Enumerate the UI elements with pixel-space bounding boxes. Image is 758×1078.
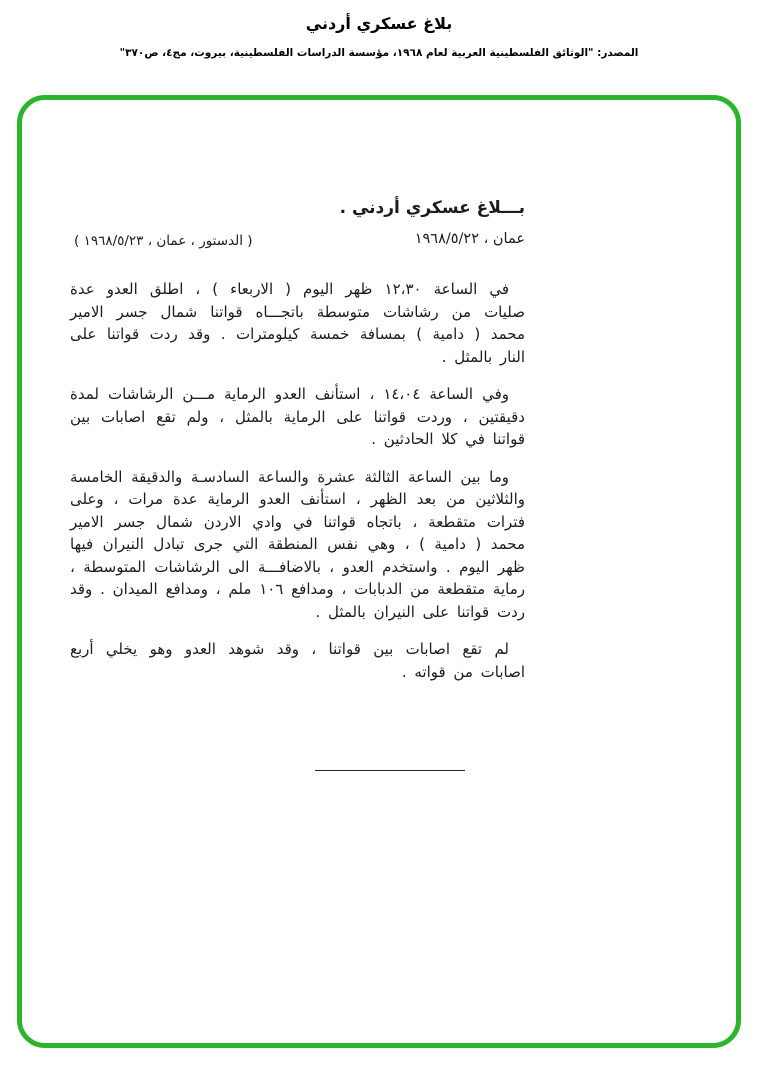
paragraph: لم تقع اصابات بين قواتنا ، وقد شوهد العدو وهو يخلي أربع اصابات من قواته . — [70, 640, 525, 681]
source-citation: المصدر: "الوثائق الفلسطينية العربية لعام ١٩٦٨، مؤسسة الدراسات الفلسطينية، بيروت، مج٤، ص٣٧٠" — [119, 47, 639, 59]
page-title: بلاغ عسكري أردني — [305, 14, 453, 33]
document-title-block — [340, 198, 525, 247]
document-dateline: عمان ، ١٩٦٨/٥/٢٢ — [414, 231, 525, 247]
paragraph: في الساعة ١٢،٣٠ ظهر اليوم ( الاربعاء ) ، اطلق العدو عدة صليات من رشاشات متوسطة باتجـــاه قواتنا شمال جسر الامير محمد ( دامية ) بمسافة خمسة كيلومترات . وقد ردت قواتنا على النار بالمثل . — [70, 280, 525, 366]
end-divider — [315, 770, 465, 771]
scanned-document — [22, 100, 736, 1043]
newspaper-citation: ( الدستور ، عمان ، ١٩٦٨/٥/٢٣ ) — [74, 233, 253, 249]
document-frame — [17, 95, 741, 1048]
document-title: بـــلاغ عسكري أردني . — [339, 198, 525, 218]
document-body — [70, 278, 525, 698]
paragraph: وفي الساعة ١٤،٠٤ ، استأنف العدو الرماية مـــن الرشاشات لمدة دقيقتين ، وردت قواتنا على الرماية بالمثل ، ولم تقع اصابات بين قواتنا في كلا الحادثين . — [70, 385, 525, 448]
paragraph: وما بين الساعة الثالثة عشرة والساعة السادسـة والدقيقة الخامسة والثلاثين من بعد الظهر ، استأنف العدو الرماية عدة مرات ، وعلى فترات متقطعة ، باتجاه قواتنا في وادي الاردن شمال جسر الامير محمد ( دامية ) ، وهي نفس المنطقة التي جرى تبادل النيران فيها ظهر اليوم . واستخدم العدو ، بالاضافـــة الى الرشاشات المتوسطة ، رماية متقطعة من الدبابات ، ومدافع ١٠٦ ملم ، ومدافع الميدان . وقد ردت قواتنا على النيران بالمثل . — [70, 467, 525, 621]
